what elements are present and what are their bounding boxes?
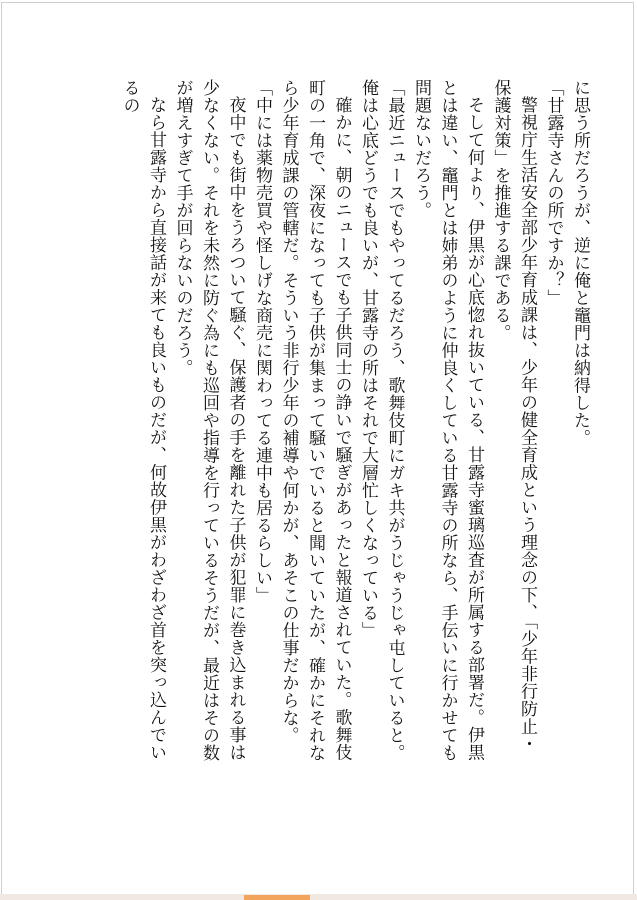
paragraph-4: そして何より、伊黒が心底惚れ抜いている、甘露寺蜜璃巡査が所属する部署だ。伊黒とは違い、竈門とは姉弟のように仲良くしている甘露寺の所なら、手伝いに行かせても問題ないだろう。: [411, 79, 484, 762]
paragraph-9: なら甘露寺から直接話が来ても良いものだが、何故伊黒がわざわざ首を突っ込んでいるの: [119, 79, 166, 761]
page-text: [33, 79, 593, 769]
paragraph-5: 「最近ニュースでもやってるだろう、歌舞伎町にガキ共がうじゃうじゃ屯していると。俺は心底どうでも良いが、甘露寺の所はそれで大層忙しくなっている」: [358, 79, 405, 762]
paragraph-7: 「中には薬物売買や怪しげな商売に関わってる連中も居るらしい」: [252, 79, 272, 604]
reading-progress-bar[interactable]: [0, 894, 637, 900]
book-page: [1, 2, 634, 895]
reading-progress-indicator[interactable]: [244, 895, 310, 900]
paragraph-8: 夜中でも街中をうろついて騒ぐ、保護者の手を離れた子供が犯罪に巻き込まれる事は少なくない。それを未然に防ぐ為にも巡回や指導を行っているそうだが、最近はその数が増えすぎて手が回らないのだろう。: [172, 79, 246, 762]
paragraph-1: に思う所だろうが、逆に俺と竈門は納得した。: [570, 79, 590, 447]
paragraph-2: 「甘露寺さんの所ですか？」: [543, 79, 564, 307]
paragraph-6: 確かに、朝のニュースでも子供同士の諍いで騒ぎがあったと報道されていた。歌舞伎町の一角で、深夜になっても子供が集まって騒いでいると聞いていたが、確かにそれなら少年育成課の管轄だ。そういう非行少年の補導や何かが、あそこの仕事だからな。: [278, 79, 352, 762]
paragraph-3: 警視庁生活安全部少年育成課は、少年の健全育成という理念の下、「少年非行防止・保護対策」を推進する課である。: [490, 79, 537, 753]
